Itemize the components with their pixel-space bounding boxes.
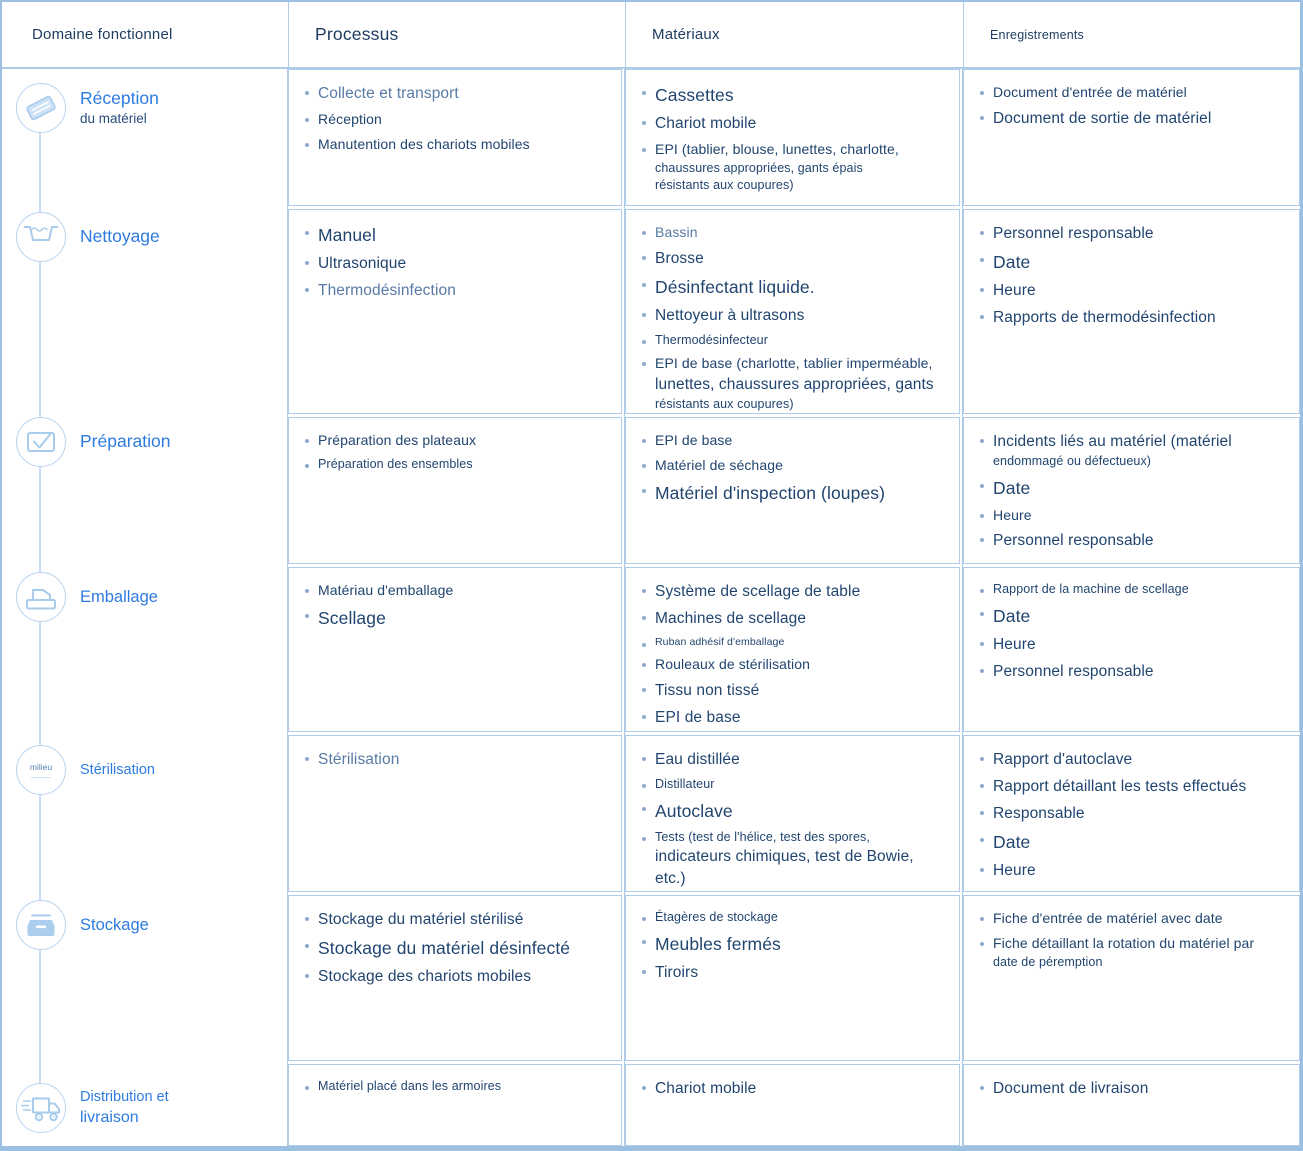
cell-processus-row-2 [288, 209, 622, 414]
bullet-dot [305, 231, 309, 235]
bullet-dot [305, 261, 309, 265]
bullet-dot [980, 514, 984, 518]
item-text: Stockage des chariots mobiles [318, 967, 532, 985]
item-text: Rapport d'autoclave [993, 751, 1133, 768]
list-item [642, 332, 949, 350]
item-text: Bassin [655, 224, 698, 240]
item-text: Ultrasonique [318, 254, 407, 272]
list-item [642, 909, 949, 927]
bullet-dot [980, 942, 984, 946]
bullet-dot [642, 917, 646, 921]
list-item [305, 110, 611, 130]
item-text: Date [993, 832, 1031, 852]
list-item [305, 606, 611, 631]
list-item [642, 456, 949, 476]
list-item [980, 108, 1289, 130]
item-text: Ruban adhésif d'emballage [655, 636, 785, 648]
cell-processus-row-4 [288, 567, 622, 732]
cell-enregistrements-row-3 [963, 417, 1300, 564]
item-text-continued: chaussures appropriées, gants épais [655, 160, 863, 175]
list-item [642, 275, 949, 300]
list-item [642, 829, 949, 891]
bullet-dot [980, 917, 984, 921]
list-item [980, 83, 1289, 103]
list-item [642, 581, 949, 603]
bullet-dot [980, 757, 984, 761]
bullet-dot [642, 940, 646, 944]
cell-materiaux-row-7 [625, 1064, 960, 1146]
list-item [642, 481, 949, 506]
list-item [980, 476, 1289, 501]
item-text-continued: résistants aux coupures) [655, 178, 794, 193]
domain-label [80, 88, 159, 128]
bullet-dot [642, 362, 646, 366]
list-item [980, 280, 1289, 302]
list-item [642, 707, 949, 729]
item-text: Chariot mobile [655, 114, 757, 132]
item-text: Eau distillée [655, 751, 740, 768]
domain-label [80, 587, 158, 608]
item-text: Personnel responsable [993, 225, 1154, 242]
bullet-dot [642, 970, 646, 974]
bullet-dot [980, 784, 984, 788]
list-item [305, 83, 611, 105]
list-item [305, 431, 611, 451]
domain-title-line: Stérilisation [80, 761, 155, 778]
domain-column [2, 69, 288, 1146]
bullet-dot [980, 669, 984, 673]
bullet-dot [305, 614, 309, 618]
item-text: Nettoyeur à ultrasons [655, 306, 805, 324]
bullet-dot [980, 288, 984, 292]
item-text: Rouleaux de stérilisation [655, 655, 811, 672]
list-item [642, 140, 949, 195]
cell-materiaux-row-3 [625, 417, 960, 564]
bullet-dot [642, 837, 646, 841]
item-text: Responsable [993, 805, 1085, 822]
item-text: Préparation des plateaux [318, 432, 477, 448]
bullet-dot [642, 807, 646, 811]
item-text: Réception [318, 111, 382, 127]
bullet-dot [642, 340, 646, 344]
bullet-dot [305, 288, 309, 292]
cell-materiaux-row-4 [625, 567, 960, 732]
table-header [2, 2, 1300, 69]
cell-processus-row-3 [288, 417, 622, 564]
cell-materiaux-row-6 [625, 895, 960, 1061]
list-item [642, 83, 949, 108]
cell-enregistrements-row-2 [963, 209, 1300, 414]
list-item [642, 655, 949, 675]
bullet-dot [642, 313, 646, 317]
item-text: Collecte et transport [318, 85, 459, 102]
list-item [642, 635, 949, 650]
bullet-dot [305, 757, 309, 761]
list-item [642, 431, 949, 451]
bullet-dot [980, 589, 984, 593]
tray-icon [16, 83, 66, 133]
item-text: Rapport détaillant les tests effectués [993, 778, 1247, 795]
item-text: Heure [993, 506, 1032, 523]
bullet-dot [642, 589, 646, 593]
item-text: Meubles fermés [655, 933, 781, 954]
cell-materiaux-row-1 [625, 69, 960, 206]
bullet-dot [980, 838, 984, 842]
bullet-dot [980, 642, 984, 646]
domain-title-line: Emballage [80, 587, 158, 606]
bullet-dot [642, 148, 646, 152]
item-text: Personnel responsable [993, 532, 1154, 550]
bullet-dot [980, 91, 984, 95]
item-text: Manuel [318, 225, 376, 245]
bullet-dot [980, 868, 984, 872]
bullet-dot [980, 1086, 984, 1090]
list-item [980, 530, 1289, 552]
list-item [980, 634, 1289, 656]
item-text: Personnel responsable [993, 662, 1154, 680]
icon-underline [31, 777, 51, 778]
bullet-dot [980, 439, 984, 443]
list-item [642, 1078, 949, 1100]
drawer-icon [16, 900, 66, 950]
bullet-dot [642, 663, 646, 667]
list-item [642, 962, 949, 984]
list-item [980, 860, 1289, 882]
checkbox-icon [16, 417, 66, 467]
list-item [642, 113, 949, 135]
item-text: Matériau d'emballage [318, 582, 454, 598]
list-item [980, 506, 1289, 526]
cell-enregistrements-row-7 [963, 1064, 1300, 1146]
domain-title-line: Réception [80, 88, 159, 109]
item-text: Date [993, 252, 1031, 272]
item-text: Document de sortie de matériel [993, 109, 1212, 127]
bullet-dot [642, 231, 646, 235]
list-item [980, 803, 1289, 825]
list-item [980, 830, 1289, 855]
item-text-continued: résistants aux coupures) [655, 397, 794, 412]
bullet-dot [642, 715, 646, 719]
item-text: Tests (test de l'hélice, test des spores, [655, 829, 870, 844]
item-text: Tissu non tissé [655, 681, 760, 699]
list-item [305, 966, 611, 988]
list-item [980, 431, 1289, 471]
bullet-dot [305, 91, 309, 95]
list-item [305, 456, 611, 474]
item-text: Incidents liés au matériel (matériel [993, 433, 1232, 450]
bullet-dot [980, 315, 984, 319]
bullet-dot [305, 143, 309, 147]
item-text: Thermodésinfection [318, 281, 456, 299]
list-item [305, 909, 611, 931]
list-item [642, 305, 949, 327]
list-item [980, 661, 1289, 683]
domain-label [80, 915, 149, 936]
item-text: Fiche détaillant la rotation du matériel par [993, 934, 1255, 951]
list-item [980, 250, 1289, 275]
bullet-dot [642, 1086, 646, 1090]
bullet-dot [305, 439, 309, 443]
column-header-enregistrements [963, 2, 1300, 67]
list-item [642, 680, 949, 702]
domain-title-line: Préparation [80, 431, 171, 452]
domain-item [16, 900, 149, 950]
bullet-dot [642, 256, 646, 260]
item-text: Matériel d'inspection (loupes) [655, 482, 886, 503]
item-text: Matériel placé dans les armoires [318, 1079, 502, 1093]
domain-item [16, 745, 155, 795]
item-text: Chariot mobile [655, 1080, 757, 1097]
domain-label [80, 1088, 169, 1127]
domain-label [80, 431, 170, 453]
item-text: Date [993, 605, 1031, 626]
bullet-dot [305, 1086, 309, 1090]
domain-item [16, 417, 170, 467]
bullet-dot [980, 231, 984, 235]
item-text: Distillateur [655, 777, 715, 791]
item-text: Machines de scellage [655, 610, 807, 627]
item-text: Heure [993, 861, 1036, 879]
list-item [305, 223, 611, 248]
bullet-dot [642, 283, 646, 287]
cell-processus-row-1 [288, 69, 622, 206]
item-text: Date [993, 477, 1031, 498]
item-text: Stérilisation [318, 751, 400, 768]
cell-enregistrements-row-1 [963, 69, 1300, 206]
column-header-domaine-fonctionnel [2, 2, 288, 67]
item-text: Préparation des ensembles [318, 456, 473, 471]
bullet-dot [980, 484, 984, 488]
list-item [305, 253, 611, 275]
column-header-processus [288, 2, 625, 67]
domain-label [80, 226, 160, 248]
bullet-dot [642, 439, 646, 443]
list-item [305, 1078, 611, 1096]
milieu-text-icon [16, 745, 66, 795]
item-text: Heure [993, 281, 1036, 299]
domain-title-line: Distribution et [80, 1089, 169, 1106]
list-item [980, 934, 1289, 972]
bullet-dot [305, 944, 309, 948]
item-text: Scellage [318, 607, 386, 628]
list-item [305, 135, 611, 155]
item-text-continued: date de péremption [993, 954, 1103, 969]
item-text: Système de scellage de table [655, 583, 861, 600]
item-text: EPI de base (charlotte, tablier imperméable, [655, 355, 933, 372]
list-item [980, 223, 1289, 245]
bullet-dot [642, 688, 646, 692]
cell-enregistrements-row-6 [963, 895, 1300, 1061]
bullet-dot [305, 118, 309, 122]
basin-icon [16, 212, 66, 262]
column-header-label: Matériaux [652, 26, 720, 43]
item-text: EPI (tablier, blouse, lunettes, charlotte, [655, 140, 899, 157]
item-text: Matériel de séchage [655, 456, 783, 473]
bullet-dot [980, 258, 984, 262]
bullet-dot [305, 917, 309, 921]
item-text: Stockage du matériel désinfecté [318, 938, 571, 958]
list-item [305, 581, 611, 601]
list-item [305, 749, 611, 771]
item-text: Étagères de stockage [655, 910, 778, 924]
domain-label [80, 761, 155, 779]
cell-materiaux-row-5 [625, 735, 960, 892]
cell-enregistrements-row-4 [963, 567, 1300, 732]
item-text: Brosse [655, 249, 704, 267]
list-item [642, 223, 949, 243]
list-item [980, 307, 1289, 329]
item-text: Fiche d'entrée de matériel avec date [993, 910, 1223, 926]
domain-item [16, 572, 158, 622]
column-header-label: Enregistrements [990, 27, 1085, 42]
list-item [642, 776, 949, 794]
sealer-icon [16, 572, 66, 622]
item-text-continued: etc.) [655, 870, 686, 888]
bullet-dot [642, 91, 646, 95]
list-item [305, 280, 611, 302]
bullet-dot [642, 784, 646, 788]
item-text: Autoclave [655, 800, 733, 821]
bullet-dot [980, 612, 984, 616]
icon-text: milieu [29, 762, 53, 772]
item-text: Document d'entrée de matériel [993, 84, 1187, 100]
bullet-dot [642, 121, 646, 125]
truck-icon [16, 1083, 66, 1133]
item-text: Stockage du matériel stérilisé [318, 911, 524, 928]
bullet-dot [980, 116, 984, 120]
bullet-dot [642, 616, 646, 620]
bullet-dot [642, 489, 646, 493]
list-item [305, 936, 611, 961]
domain-title-line: Nettoyage [80, 226, 160, 247]
item-text-continued: indicateurs chimiques, test de Bowie, [655, 848, 914, 866]
item-text: Manutention des chariots mobiles [318, 135, 530, 152]
item-text: EPI de base [655, 708, 741, 726]
list-item [980, 604, 1289, 629]
cell-processus-row-7 [288, 1064, 622, 1146]
bullet-dot [642, 464, 646, 468]
bullet-dot [305, 589, 309, 593]
bullet-dot [305, 464, 309, 468]
item-text: Rapport de la machine de scellage [993, 582, 1189, 596]
list-item [642, 354, 949, 414]
list-item [980, 749, 1289, 771]
domain-item [16, 212, 160, 262]
list-item [642, 799, 949, 824]
item-text: Tiroirs [655, 963, 699, 981]
domain-item [16, 83, 159, 133]
item-text-continued: lunettes, chaussures appropriées, gants [655, 376, 934, 394]
bullet-dot [980, 538, 984, 542]
bullet-dot [642, 757, 646, 761]
column-header-materiaux [625, 2, 963, 67]
domain-title-line: du matériel [80, 111, 147, 126]
item-text: Rapports de thermodésinfection [993, 308, 1216, 326]
list-item [642, 932, 949, 957]
list-item [642, 608, 949, 630]
rows-grid [288, 69, 1300, 1146]
item-text: Document de livraison [993, 1080, 1149, 1097]
list-item [642, 248, 949, 270]
table-body [2, 69, 1300, 1146]
column-header-label: Domaine fonctionnel [32, 26, 173, 43]
cell-materiaux-row-2 [625, 209, 960, 414]
domain-title-line: livraison [80, 1108, 139, 1126]
bullet-dot [980, 811, 984, 815]
list-item [980, 776, 1289, 798]
bullet-dot [642, 643, 646, 647]
item-text: EPI de base [655, 432, 733, 448]
cell-processus-row-5 [288, 735, 622, 892]
item-text: Désinfectant liquide. [655, 276, 815, 297]
domain-title-line: Stockage [80, 915, 149, 934]
item-text: Thermodésinfecteur [655, 332, 768, 347]
list-item [642, 749, 949, 771]
list-item [980, 581, 1289, 599]
item-text: Cassettes [655, 85, 734, 105]
bullet-dot [305, 974, 309, 978]
item-text-continued: endommagé ou défectueux) [993, 454, 1152, 468]
cell-processus-row-6 [288, 895, 622, 1061]
list-item [980, 1078, 1289, 1100]
domain-item [16, 1083, 169, 1133]
column-header-label: Processus [315, 24, 399, 44]
list-item [980, 909, 1289, 929]
item-text: Heure [993, 635, 1036, 653]
cell-enregistrements-row-5 [963, 735, 1300, 892]
